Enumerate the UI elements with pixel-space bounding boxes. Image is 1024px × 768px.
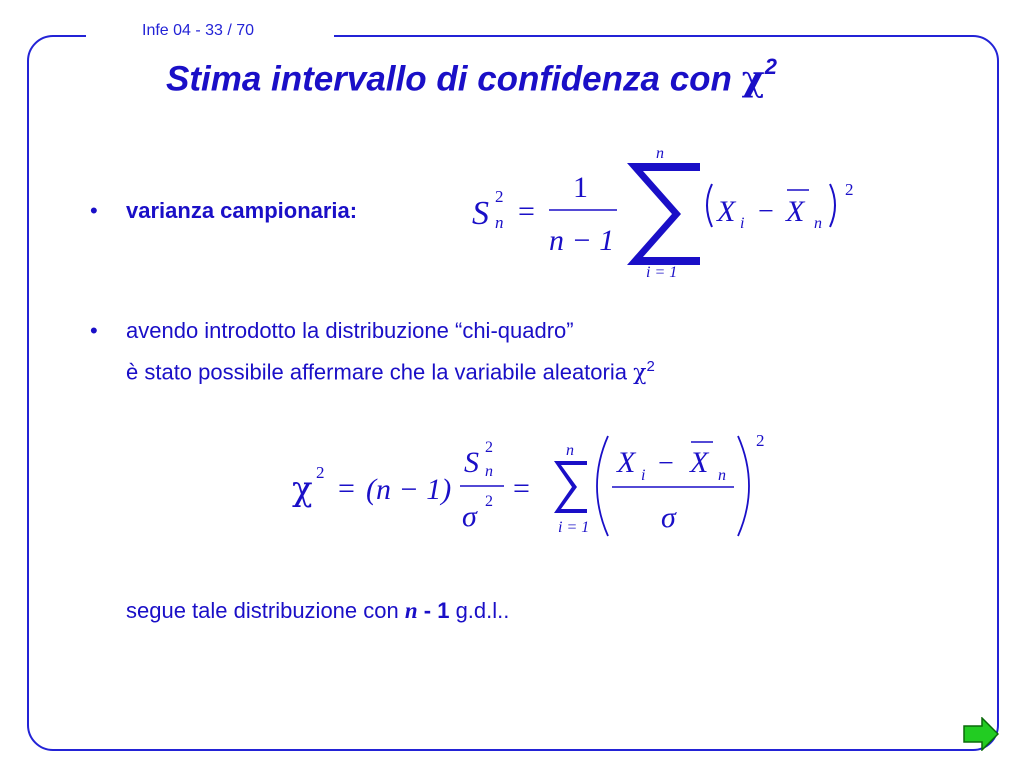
bullet-2-line-2 bbox=[126, 358, 655, 385]
bullet-2-chi-symbol: χ bbox=[633, 360, 647, 386]
f2-frac-num-sup: 2 bbox=[485, 439, 493, 456]
f2-chi: χ bbox=[292, 469, 313, 509]
f2-right-paren bbox=[738, 436, 749, 536]
f2-eq1: = bbox=[338, 472, 355, 505]
bullet-1-label: varianza campionaria: bbox=[126, 198, 358, 223]
f2-frac-num-sub: n bbox=[485, 463, 493, 480]
f2-frac-num: S bbox=[464, 446, 479, 479]
f1-frac-num: 1 bbox=[573, 171, 588, 204]
f2-sum-upper: n bbox=[566, 442, 574, 459]
f1-S-sub: n bbox=[495, 213, 504, 232]
f2-inner-Xbar: X bbox=[690, 446, 709, 479]
title-chi-symbol: χ bbox=[741, 58, 765, 100]
f1-right-paren bbox=[830, 184, 835, 227]
f2-paren: (n − 1) bbox=[366, 473, 452, 506]
bullet-2-line-2-text: è stato possibile affermare che la variabile aleatoria bbox=[126, 359, 634, 385]
bullet-marker-2: • bbox=[90, 318, 98, 343]
f1-sum-upper: n bbox=[656, 145, 664, 162]
conclusion-dash-one: - 1 bbox=[417, 598, 450, 623]
title-text: Stima intervallo di confidenza con bbox=[166, 59, 742, 99]
f1-minus: − bbox=[758, 196, 774, 227]
conclusion-text-before: segue tale distribuzione con bbox=[126, 598, 405, 623]
f1-X: X bbox=[717, 195, 736, 228]
f1-eq: = bbox=[518, 195, 535, 228]
f2-chi-sup: 2 bbox=[316, 463, 325, 482]
f2-left-paren bbox=[597, 436, 608, 536]
f1-frac-den: n − 1 bbox=[549, 224, 615, 257]
conclusion-line bbox=[126, 598, 509, 624]
f2-inner-X: X bbox=[617, 446, 636, 479]
bullet-2-line-1: avendo introdotto la distribuzione “chi-quadro” bbox=[126, 318, 574, 343]
f1-Xbar-sub: n bbox=[814, 215, 822, 232]
bullet-2-exponent: 2 bbox=[646, 358, 655, 375]
bullet-marker-1: • bbox=[90, 198, 98, 223]
f1-S-sup: 2 bbox=[495, 187, 504, 206]
title-exponent: 2 bbox=[764, 54, 777, 79]
f2-frac-den-sup: 2 bbox=[485, 493, 493, 510]
f2-sum-lower: i = 1 bbox=[558, 519, 590, 536]
sample-variance-formula bbox=[466, 140, 866, 285]
slide-title bbox=[166, 54, 777, 100]
next-slide-arrow-icon[interactable] bbox=[963, 717, 999, 751]
f1-left-paren bbox=[707, 184, 712, 227]
f1-sum-lower: i = 1 bbox=[646, 264, 678, 281]
f2-inner-Xbar-sub: n bbox=[718, 467, 726, 484]
chi-square-formula bbox=[290, 428, 780, 546]
conclusion-text-after: g.d.l.. bbox=[449, 598, 510, 623]
f1-Xbar: X bbox=[786, 195, 805, 228]
f2-sigma-icon bbox=[554, 461, 587, 513]
conclusion-n: n bbox=[404, 598, 418, 623]
f1-X-sub: i bbox=[740, 215, 745, 232]
slide-number: Infe 04 - 33 / 70 bbox=[142, 22, 255, 39]
f2-frac-den: σ bbox=[462, 500, 477, 533]
f1-sigma-icon bbox=[627, 163, 700, 265]
f2-inner-X-sub: i bbox=[641, 467, 646, 484]
f2-minus: − bbox=[658, 448, 674, 479]
f1-exponent: 2 bbox=[845, 180, 854, 199]
f2-eq2: = bbox=[513, 472, 530, 505]
f1-S: S bbox=[472, 195, 489, 232]
f2-inner-den: σ bbox=[661, 501, 676, 534]
f2-exponent: 2 bbox=[756, 431, 765, 450]
